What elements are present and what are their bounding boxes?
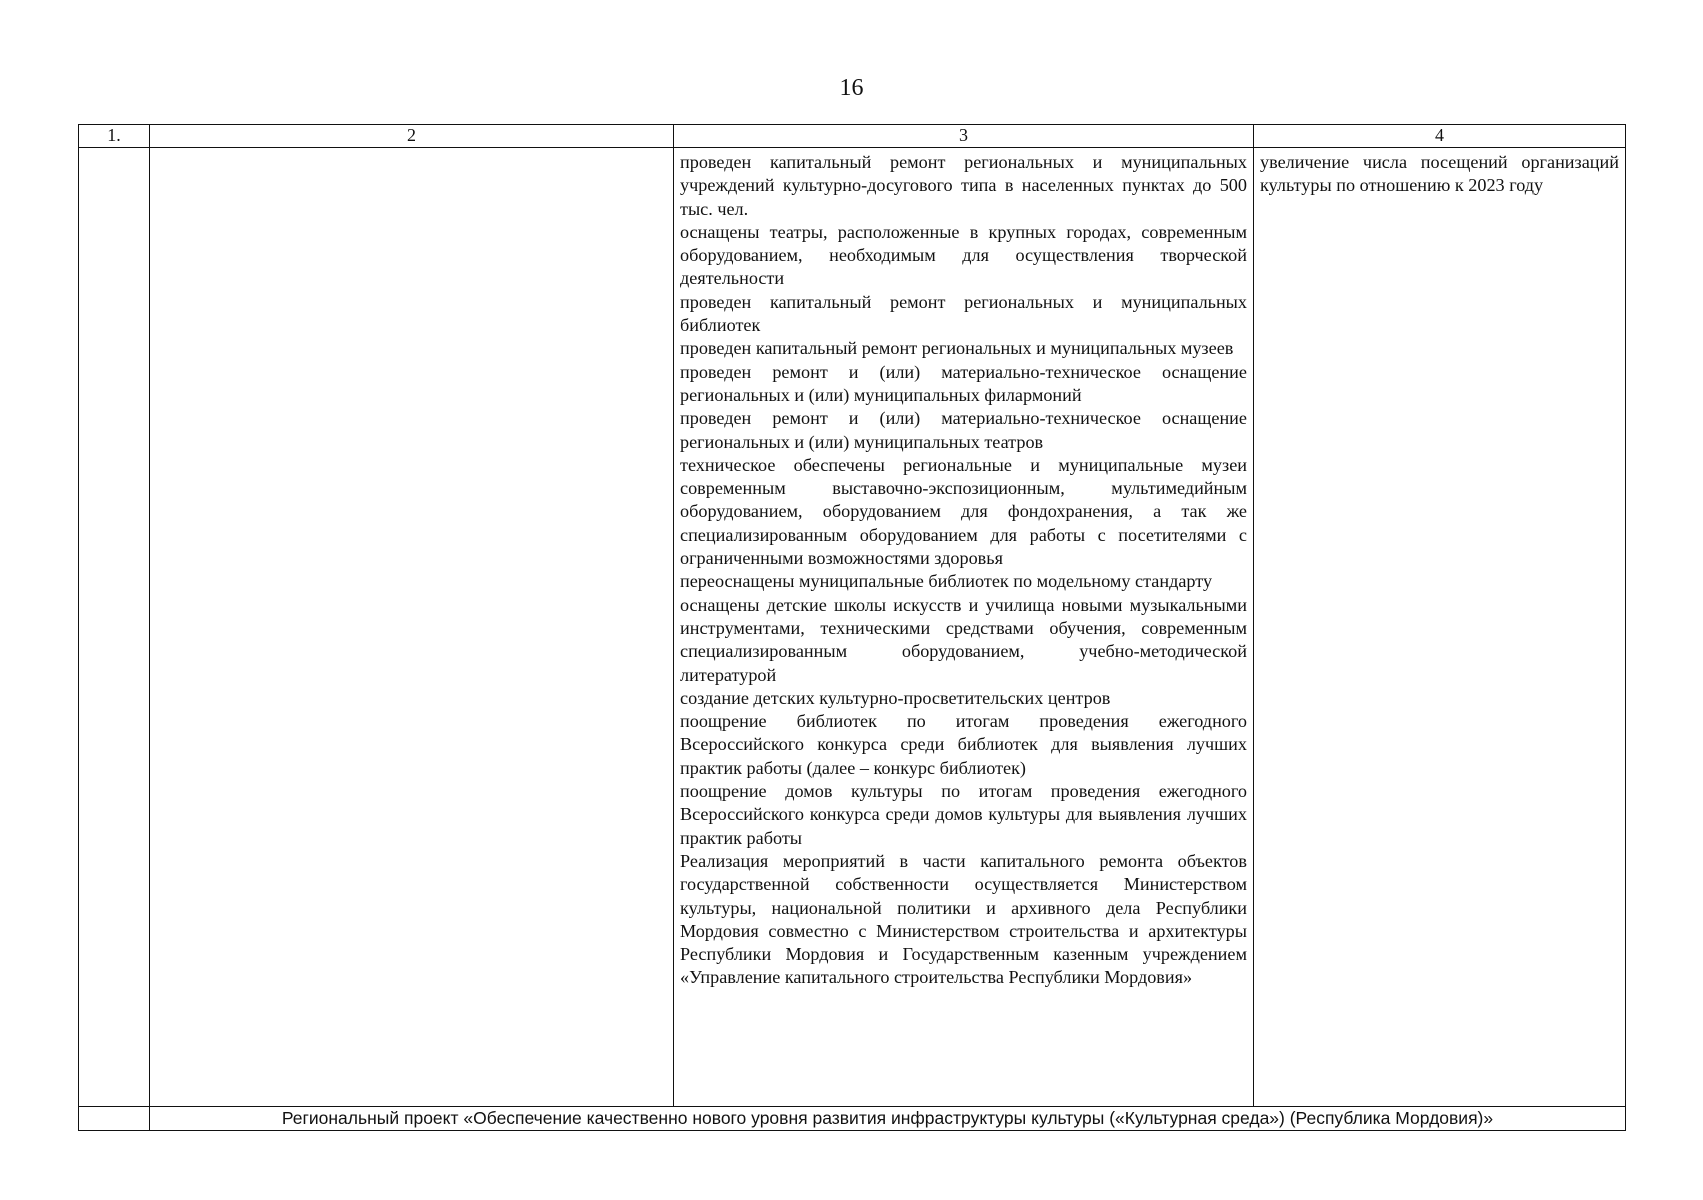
measure-item: проведен капитальный ремонт региональных и муниципальных учреждений культурно-досугового типа в населенных пунктах до 500 тыс. чел.	[680, 152, 1247, 219]
header-col-4: 4	[1254, 125, 1626, 148]
page-number: 16	[839, 75, 864, 101]
project-row	[79, 1107, 1626, 1131]
measure-item: оснащены театры, расположенные в крупных городах, современным оборудованием, необходимым для осуществления творческой деятельности	[680, 221, 1247, 289]
measure-item: поощрение библиотек по итогам проведения ежегодного Всероссийского конкурса среди библиотек для выявления лучших практик работы (далее – конкурс библиотек)	[680, 711, 1247, 778]
measure-item: поощрение домов культуры по итогам проведения ежегодного Всероссийского конкурса среди домов культуры для выявления лучших практик работы	[680, 781, 1247, 848]
regional-project-title: Региональный проект «Обеспечение качественно нового уровня развития инфраструктуры культуры («Культурная среда») (Республика Мордовия)»	[150, 1107, 1626, 1131]
cell-number	[79, 148, 150, 1107]
header-col-3: 3	[674, 125, 1254, 148]
measure-item: оснащены детские школы искусств и училища новыми музыкальными инструментами, техническими средствами обучения, современным специализированным оборудованием, учебно-методической литературой	[680, 594, 1247, 685]
cell-results	[1254, 148, 1626, 1107]
measure-item: создание детских культурно-просветительских центров	[680, 687, 1111, 708]
document-table	[78, 124, 1626, 1131]
measure-item: техническое обеспечены региональные и муниципальные музеи современным выставочно-экспозиционным, мультимедийным оборудованием, оборудованием для фондохранения, а так же специализированным оборудованием для работы с посетителями с ограниченными возможностями здоровья	[680, 454, 1247, 569]
header-col-1: 1.	[79, 125, 150, 148]
measure-item: Реализация мероприятий в части капитального ремонта объектов государственной собственности осуществляется Министерством культуры, национальной политики и архивного дела Республики Мордовия совместно с Министерством строительства и архитектуры Республики Мордовия и Государственным казенным учреждением «Управление капитального строительства Республики Мордовия»	[680, 850, 1247, 988]
result-text: увеличение числа посещений организаций культуры по отношению к 2023 году	[1260, 152, 1619, 196]
measure-item: переоснащены муниципальные библиотек по модельному стандарту	[680, 571, 1213, 592]
table-header-row	[79, 125, 1626, 148]
cell-task	[150, 148, 674, 1107]
measure-item: проведен ремонт и (или) материально-техническое оснащение региональных и (или) муниципальных театров	[680, 408, 1247, 452]
measure-item: проведен капитальный ремонт региональных и муниципальных музеев	[680, 338, 1234, 359]
cell-measures	[674, 148, 1254, 1107]
table-row	[79, 148, 1626, 1107]
project-row-number	[79, 1107, 150, 1131]
measure-item: проведен ремонт и (или) материально-техническое оснащение региональных и (или) муниципальных филармоний	[680, 361, 1247, 405]
header-col-2: 2	[150, 125, 674, 148]
measure-item: проведен капитальный ремонт региональных и муниципальных библиотек	[680, 291, 1247, 336]
